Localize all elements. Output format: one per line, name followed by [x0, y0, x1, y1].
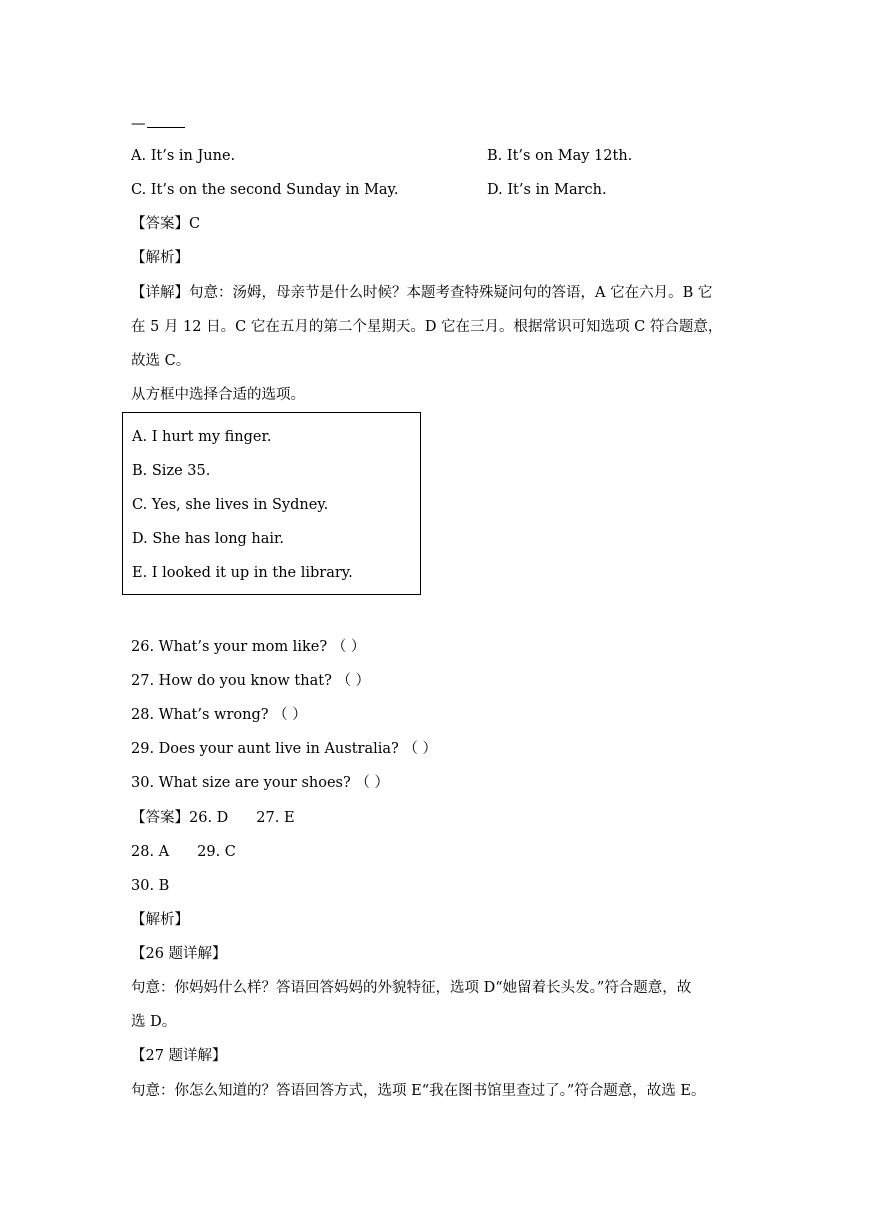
answer-paren: （ ） — [331, 639, 366, 655]
answer-paren: （ ） — [355, 775, 389, 791]
blank-underline — [147, 117, 185, 128]
detail-26-label: 【26 题详解】 — [131, 946, 227, 962]
question-text: 26. What’s your mom like? — [131, 639, 328, 655]
option-a: A. It’s in June. — [131, 148, 236, 164]
question-26 — [131, 638, 365, 656]
answer-27: 27. E — [256, 810, 295, 826]
answer-29: 29. C — [197, 844, 236, 860]
answer-paren: （ ） — [273, 707, 307, 723]
detail-26-line-2: 选 D。 — [131, 1014, 177, 1030]
detail-25-line-1: 【详解】句意：汤姆，母亲节是什么时候？本题考查特殊疑问句的答语，A 它在六月。B 它 — [131, 285, 713, 301]
analysis-label-25: 【解析】 — [131, 250, 189, 266]
options-box — [122, 412, 421, 595]
box-option-e: E. I looked it up in the library. — [132, 565, 353, 581]
section-instruction: 从方框中选择合适的选项。 — [131, 387, 305, 403]
answer-28: 28. A — [131, 844, 170, 860]
box-option-b: B. Size 35. — [132, 463, 211, 479]
detail-25-line-3: 故选 C。 — [131, 353, 191, 369]
answer-paren: （ ） — [403, 741, 438, 757]
box-option-c: C. Yes, she lives in Sydney. — [132, 497, 329, 513]
question-text: 27. How do you know that? — [131, 673, 332, 689]
detail-26-line-1: 句意：你妈妈什么样？答语回答妈妈的外貌特征，选项 D“她留着长头发。”符合题意，故 — [131, 980, 692, 996]
analysis-label: 【解析】 — [131, 912, 189, 928]
question-30 — [131, 774, 389, 792]
answer-paren: （ ） — [336, 673, 371, 689]
question-28 — [131, 706, 307, 724]
dash-mark: — — [131, 116, 146, 132]
answers-line-1 — [131, 809, 295, 827]
box-option-d: D. She has long hair. — [132, 531, 284, 547]
question-text: 28. What’s wrong? — [131, 707, 269, 723]
detail-27-line-1: 句意：你怎么知道的？答语回答方式，选项 E“我在图书馆里查过了。”符合题意，故选 E。 — [131, 1083, 706, 1099]
option-d: D. It’s in March. — [487, 182, 607, 198]
detail-25-line-2: 在 5 月 12 日。C 它在五月的第二个星期天。D 它在三月。根据常识可知选项 C 符合题意， — [131, 319, 723, 335]
answer-26: 【答案】26. D — [131, 810, 229, 826]
answer-label-25: 【答案】C — [131, 216, 201, 232]
box-option-a: A. I hurt my finger. — [132, 429, 272, 445]
answer-blank-line — [131, 116, 185, 132]
answers-line-2 — [131, 843, 236, 861]
detail-27-label: 【27 题详解】 — [131, 1048, 227, 1064]
answers-line-3: 30. B — [131, 878, 170, 894]
question-text: 30. What size are your shoes? — [131, 775, 351, 791]
option-b: B. It’s on May 12th. — [487, 148, 633, 164]
option-c: C. It’s on the second Sunday in May. — [131, 182, 399, 198]
question-27 — [131, 672, 370, 690]
question-text: 29. Does your aunt live in Australia? — [131, 741, 399, 757]
question-29 — [131, 740, 437, 758]
